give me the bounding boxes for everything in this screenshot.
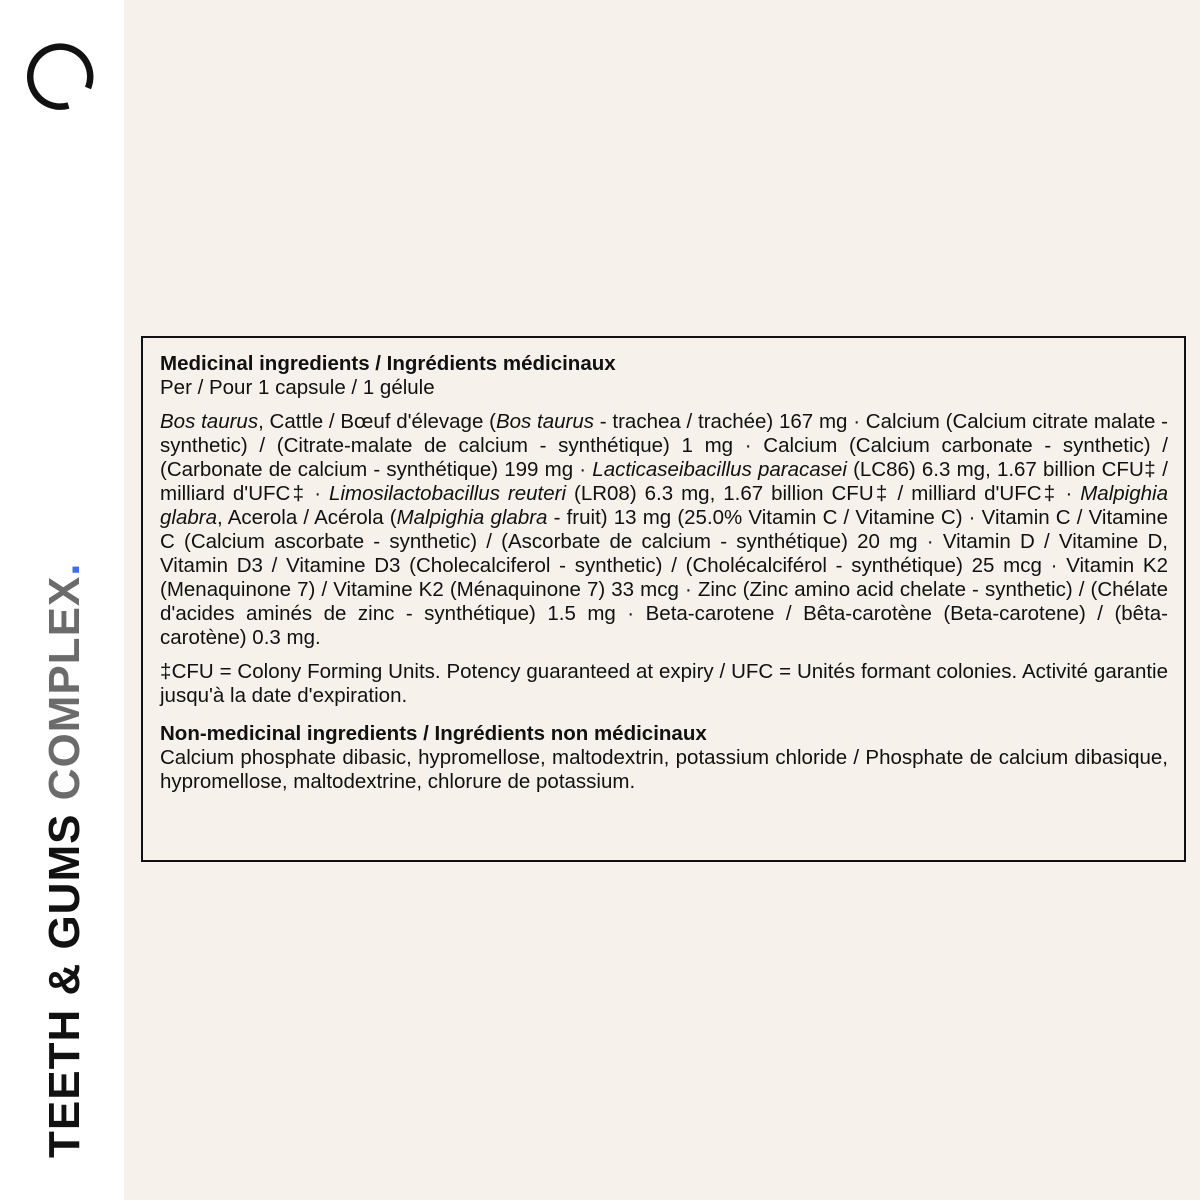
product-name-secondary: COMPLEX (40, 575, 89, 801)
ingredient-text: - fruit) 13 mg (25.0% Vitamin C / Vitamine C) · Vitamin C / Vitamine C (Calcium ascorbate - synthetic) / (Ascorbate de calcium - synthétique) 20 mg · Vitamin D / Vitamine D, Vitamin D3 / Vitamine D3 (Cholecalciferol - synthetic) / (Cholécalciférol - synthétique) 25 mcg · Vitamin K2 (Menaquinone 7) / Vitamine K2 (Ménaquinone 7) 33 mcg · Zinc (Zinc amino acid chelate - synthetic) / (Chélate d'acides aminés de zinc - synthétique) 1.5 mg · Beta-carotene / Bêta-carotène (Beta-carotene) / (bêta-carotène) 0.3 mg. (160, 506, 1168, 649)
ingredient-text: , Cattle / Bœuf d'élevage ( (258, 410, 496, 433)
product-name-primary: TEETH & GUMS (40, 800, 89, 1158)
ingredients-panel (141, 336, 1186, 862)
medicinal-heading: Medicinal ingredients / Ingrédients médicinaux (160, 352, 616, 375)
product-name-dot: . (40, 562, 89, 576)
species-name: Limosilactobacillus reuteri (329, 482, 567, 505)
species-name: Lacticaseibacillus paracasei (592, 458, 847, 481)
non-medicinal-ingredients-list: Calcium phosphate dibasic, hypromellose, maltodextrin, potassium chloride / Phosphate de calcium dibasique, hypromellose, maltodextrine, chlorure de potassium. (160, 746, 1168, 793)
ingredient-text: - trachea / trachée) 167 mg · Calcium (Calcium citrate malate - synthetic) / (Citrate-malate de calcium - synthétique) 1 mg · Calcium (Calcium carbonate - synthetic) / (Carbonate de calcium - synthétique) 199 mg · (160, 410, 1168, 481)
cfu-footnote: ‡CFU = Colony Forming Units. Potency guaranteed at expiry / UFC = Unités formant colonies. Activité garantie jusqu'à la date d'expiration. (160, 660, 1168, 707)
sidebar (0, 0, 124, 1200)
species-name: Malpighia glabra (160, 482, 1168, 529)
ingredient-text: , Acerola / Acérola ( (217, 506, 397, 529)
medicinal-ingredients-list (160, 410, 1168, 650)
ring-logo-icon (24, 40, 100, 116)
non-medicinal-heading: Non-medicinal ingredients / Ingrédients non médicinaux (160, 722, 707, 745)
ingredient-text: (LR08) 6.3 mg, 1.67 billion CFU‡ / milliard d'UFC‡ · (566, 482, 1081, 505)
product-name-vertical (40, 562, 89, 1159)
ingredient-text: (LC86) 6.3 mg, 1.67 billion CFU‡ / milliard d'UFC‡ · (160, 458, 1168, 505)
species-name: Bos taurus (160, 410, 259, 433)
species-name: Malpighia glabra (396, 506, 548, 529)
species-name: Bos taurus (495, 410, 595, 433)
per-capsule-line: Per / Pour 1 capsule / 1 gélule (160, 376, 435, 399)
